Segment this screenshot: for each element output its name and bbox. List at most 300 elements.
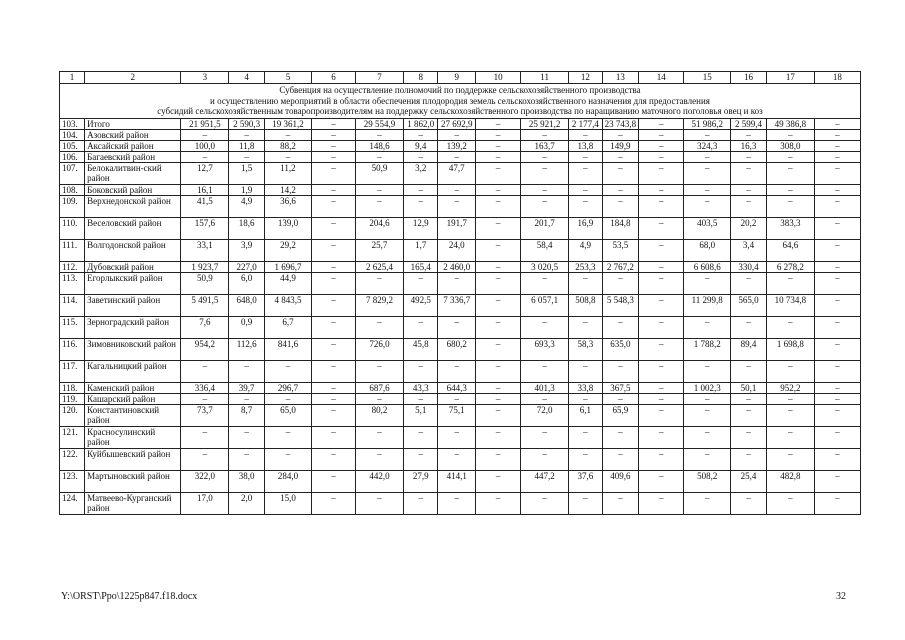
row-number: 115. xyxy=(60,316,85,338)
value-cell: – xyxy=(355,129,403,140)
value-cell: – xyxy=(476,217,521,239)
value-cell: – xyxy=(311,470,355,492)
value-cell: – xyxy=(731,316,767,338)
value-cell: – xyxy=(684,272,731,294)
row-number: 111. xyxy=(60,239,85,261)
value-cell: 25,4 xyxy=(731,470,767,492)
district-name: Азовский район xyxy=(85,129,181,140)
value-cell: 16,3 xyxy=(731,140,767,151)
value-cell: – xyxy=(476,118,521,129)
row-number: 116. xyxy=(60,338,85,360)
district-name: Верхнедонской район xyxy=(85,195,181,217)
value-cell: – xyxy=(438,426,476,448)
value-cell: – xyxy=(766,448,814,470)
value-cell: – xyxy=(639,162,684,184)
value-cell: 10 734,8 xyxy=(766,294,814,316)
value-cell: – xyxy=(229,360,265,382)
value-cell: 308,0 xyxy=(766,140,814,151)
table-row xyxy=(60,140,861,151)
value-cell: – xyxy=(476,272,521,294)
value-cell: – xyxy=(569,492,602,514)
district-name: Зерноградский район xyxy=(85,316,181,338)
value-cell: 2 590,3 xyxy=(229,118,265,129)
value-cell: 51 986,2 xyxy=(684,118,731,129)
value-cell: – xyxy=(229,448,265,470)
value-cell: – xyxy=(814,118,860,129)
value-cell: – xyxy=(639,426,684,448)
value-cell: – xyxy=(814,492,860,514)
value-cell: – xyxy=(438,272,476,294)
value-cell: – xyxy=(569,162,602,184)
value-cell: – xyxy=(438,393,476,404)
value-cell: – xyxy=(311,239,355,261)
value-cell: – xyxy=(814,360,860,382)
value-cell: 693,3 xyxy=(521,338,569,360)
value-cell: – xyxy=(521,184,569,195)
table-row xyxy=(60,338,861,360)
table-row xyxy=(60,294,861,316)
page-number: 32 xyxy=(836,591,846,602)
row-number: 106. xyxy=(60,151,85,162)
column-number: 7 xyxy=(355,72,403,84)
table-row xyxy=(60,195,861,217)
value-cell: – xyxy=(229,393,265,404)
value-cell: – xyxy=(766,129,814,140)
value-cell: – xyxy=(766,492,814,514)
caption-line-2: и осуществлению мероприятий в области обеспечения плодородия земель сельскохозяйственного назначения для предоставления xyxy=(210,95,710,106)
column-number: 9 xyxy=(438,72,476,84)
value-cell: 447,2 xyxy=(521,470,569,492)
district-name: Белокалитвин-ский район xyxy=(85,162,181,184)
value-cell: – xyxy=(602,195,639,217)
value-cell: – xyxy=(181,426,229,448)
value-cell: – xyxy=(521,393,569,404)
value-cell: – xyxy=(731,129,767,140)
value-cell: – xyxy=(684,492,731,514)
value-cell: 100,0 xyxy=(181,140,229,151)
value-cell: – xyxy=(766,184,814,195)
table-row xyxy=(60,393,861,404)
table-row xyxy=(60,129,861,140)
district-name: Веселовский район xyxy=(85,217,181,239)
value-cell: 37,6 xyxy=(569,470,602,492)
value-cell: – xyxy=(569,129,602,140)
value-cell: – xyxy=(311,294,355,316)
value-cell: – xyxy=(766,162,814,184)
value-cell: 39,7 xyxy=(229,382,265,393)
value-cell: 1 788,2 xyxy=(684,338,731,360)
caption-line-3: субсидий сельскохозяйственным товаропроизводителям на поддержку сельскохозяйственного производства по наращиванию маточного поголовья овец и коз xyxy=(157,106,763,116)
value-cell: 27,9 xyxy=(403,470,438,492)
value-cell: – xyxy=(403,195,438,217)
value-cell: – xyxy=(814,162,860,184)
value-cell: 296,7 xyxy=(264,382,311,393)
value-cell: – xyxy=(569,272,602,294)
value-cell: 64,6 xyxy=(766,239,814,261)
value-cell: – xyxy=(684,426,731,448)
value-cell: – xyxy=(814,140,860,151)
value-cell: 644,3 xyxy=(438,382,476,393)
value-cell: 482,8 xyxy=(766,470,814,492)
value-cell: – xyxy=(355,393,403,404)
value-cell: 191,7 xyxy=(438,217,476,239)
value-cell: 33,8 xyxy=(569,382,602,393)
value-cell: – xyxy=(264,448,311,470)
value-cell: – xyxy=(766,360,814,382)
value-cell: 2 177,4 xyxy=(569,118,602,129)
value-cell: 68,0 xyxy=(684,239,731,261)
district-name: Кашарский район xyxy=(85,393,181,404)
value-cell: 2,0 xyxy=(229,492,265,514)
value-cell: – xyxy=(311,393,355,404)
value-cell: 367,5 xyxy=(602,382,639,393)
value-cell: – xyxy=(684,184,731,195)
value-cell: 3,4 xyxy=(731,239,767,261)
value-cell: 19 361,2 xyxy=(264,118,311,129)
value-cell: 36,6 xyxy=(264,195,311,217)
value-cell: 6,7 xyxy=(264,316,311,338)
value-cell: – xyxy=(311,360,355,382)
value-cell: – xyxy=(181,448,229,470)
value-cell: 38,0 xyxy=(229,470,265,492)
value-cell: 5,1 xyxy=(403,404,438,426)
value-cell: – xyxy=(814,272,860,294)
value-cell: – xyxy=(311,162,355,184)
row-number: 104. xyxy=(60,129,85,140)
value-cell: – xyxy=(766,426,814,448)
value-cell: – xyxy=(684,448,731,470)
value-cell: – xyxy=(476,426,521,448)
district-name: Дубовский район xyxy=(85,261,181,272)
value-cell: 7 336,7 xyxy=(438,294,476,316)
value-cell: 954,2 xyxy=(181,338,229,360)
column-number: 6 xyxy=(311,72,355,84)
row-number: 110. xyxy=(60,217,85,239)
value-cell: 165,4 xyxy=(403,261,438,272)
value-cell: – xyxy=(476,338,521,360)
value-cell: 49 386,8 xyxy=(766,118,814,129)
value-cell: – xyxy=(639,140,684,151)
value-cell: 8,7 xyxy=(229,404,265,426)
value-cell: – xyxy=(602,360,639,382)
value-cell: – xyxy=(229,426,265,448)
value-cell: – xyxy=(355,426,403,448)
value-cell: – xyxy=(438,151,476,162)
table-row xyxy=(60,184,861,195)
value-cell: – xyxy=(602,272,639,294)
value-cell: 27 692,9 xyxy=(438,118,476,129)
value-cell: – xyxy=(766,272,814,294)
value-cell: 25 921,2 xyxy=(521,118,569,129)
value-cell: – xyxy=(814,338,860,360)
value-cell: 16,9 xyxy=(569,217,602,239)
value-cell: 6,0 xyxy=(229,272,265,294)
value-cell: 149,9 xyxy=(602,140,639,151)
value-cell: – xyxy=(476,129,521,140)
value-cell: – xyxy=(569,184,602,195)
value-cell: 65,9 xyxy=(602,404,639,426)
value-cell: – xyxy=(521,162,569,184)
value-cell: – xyxy=(731,393,767,404)
value-cell: 21 951,5 xyxy=(181,118,229,129)
value-cell: 89,4 xyxy=(731,338,767,360)
value-cell: 88,2 xyxy=(264,140,311,151)
value-cell: – xyxy=(476,195,521,217)
district-name: Матвеево-Курганский район xyxy=(85,492,181,514)
value-cell: – xyxy=(766,151,814,162)
value-cell: – xyxy=(355,272,403,294)
value-cell: 3 020,5 xyxy=(521,261,569,272)
value-cell: – xyxy=(476,393,521,404)
value-cell: 6,1 xyxy=(569,404,602,426)
value-cell: – xyxy=(639,382,684,393)
value-cell: – xyxy=(355,448,403,470)
value-cell: 58,3 xyxy=(569,338,602,360)
district-name: Итого xyxy=(85,118,181,129)
value-cell: – xyxy=(639,393,684,404)
value-cell: – xyxy=(403,129,438,140)
value-cell: 322,0 xyxy=(181,470,229,492)
value-cell: – xyxy=(602,184,639,195)
value-cell: 508,2 xyxy=(684,470,731,492)
value-cell: – xyxy=(521,360,569,382)
value-cell: 253,3 xyxy=(569,261,602,272)
value-cell: – xyxy=(639,217,684,239)
value-cell: – xyxy=(476,239,521,261)
table-body xyxy=(60,72,861,515)
value-cell: 1 698,8 xyxy=(766,338,814,360)
value-cell: 3,9 xyxy=(229,239,265,261)
row-number: 121. xyxy=(60,426,85,448)
value-cell: – xyxy=(476,316,521,338)
column-number: 5 xyxy=(264,72,311,84)
value-cell: 29 554,9 xyxy=(355,118,403,129)
value-cell: 409,6 xyxy=(602,470,639,492)
row-number: 108. xyxy=(60,184,85,195)
value-cell: 7 829,2 xyxy=(355,294,403,316)
row-number: 113. xyxy=(60,272,85,294)
value-cell: 75,1 xyxy=(438,404,476,426)
value-cell: 13,8 xyxy=(569,140,602,151)
column-number: 13 xyxy=(602,72,639,84)
value-cell: – xyxy=(731,360,767,382)
value-cell: – xyxy=(731,195,767,217)
table-row xyxy=(60,470,861,492)
value-cell: 336,4 xyxy=(181,382,229,393)
value-cell: – xyxy=(731,272,767,294)
value-cell: – xyxy=(569,195,602,217)
value-cell: 1,9 xyxy=(229,184,265,195)
table-row xyxy=(60,404,861,426)
value-cell: – xyxy=(602,492,639,514)
value-cell: – xyxy=(229,151,265,162)
value-cell: – xyxy=(311,426,355,448)
column-number: 17 xyxy=(766,72,814,84)
value-cell: 401,3 xyxy=(521,382,569,393)
subsidy-table xyxy=(59,71,861,515)
value-cell: – xyxy=(814,261,860,272)
value-cell: – xyxy=(639,118,684,129)
value-cell: 12,7 xyxy=(181,162,229,184)
column-number-row xyxy=(60,72,861,84)
value-cell: – xyxy=(476,162,521,184)
column-number: 3 xyxy=(181,72,229,84)
value-cell: – xyxy=(814,448,860,470)
value-cell: – xyxy=(639,294,684,316)
value-cell: 29,2 xyxy=(264,239,311,261)
table-row xyxy=(60,426,861,448)
value-cell: – xyxy=(814,184,860,195)
row-number: 114. xyxy=(60,294,85,316)
value-cell: – xyxy=(814,393,860,404)
value-cell: 50,9 xyxy=(355,162,403,184)
column-number: 4 xyxy=(229,72,265,84)
value-cell: 284,0 xyxy=(264,470,311,492)
district-name: Багаевский район xyxy=(85,151,181,162)
value-cell: – xyxy=(181,151,229,162)
value-cell: 5 491,5 xyxy=(181,294,229,316)
value-cell: 24,0 xyxy=(438,239,476,261)
value-cell: – xyxy=(438,195,476,217)
value-cell: – xyxy=(684,393,731,404)
value-cell: 139,0 xyxy=(264,217,311,239)
value-cell: 330,4 xyxy=(731,261,767,272)
value-cell: 648,0 xyxy=(229,294,265,316)
value-cell: – xyxy=(814,217,860,239)
value-cell: – xyxy=(355,492,403,514)
table-row xyxy=(60,261,861,272)
table-row xyxy=(60,118,861,129)
column-number: 8 xyxy=(403,72,438,84)
value-cell: 492,5 xyxy=(403,294,438,316)
district-name: Зимовниковский район xyxy=(85,338,181,360)
value-cell: – xyxy=(311,338,355,360)
value-cell: 157,6 xyxy=(181,217,229,239)
value-cell: – xyxy=(229,129,265,140)
value-cell: – xyxy=(181,393,229,404)
table-row xyxy=(60,360,861,382)
value-cell: 2 460,0 xyxy=(438,261,476,272)
value-cell: – xyxy=(814,294,860,316)
value-cell: – xyxy=(602,316,639,338)
value-cell: – xyxy=(521,448,569,470)
value-cell: 148,6 xyxy=(355,140,403,151)
value-cell: – xyxy=(639,448,684,470)
value-cell: 680,2 xyxy=(438,338,476,360)
value-cell: – xyxy=(684,316,731,338)
value-cell: – xyxy=(264,151,311,162)
value-cell: 3,2 xyxy=(403,162,438,184)
value-cell: – xyxy=(355,360,403,382)
column-number: 10 xyxy=(476,72,521,84)
value-cell: – xyxy=(639,272,684,294)
value-cell: – xyxy=(639,360,684,382)
footer-file-path: Y:\ORST\Ppo\1225p847.f18.docx xyxy=(61,591,198,602)
value-cell: – xyxy=(438,184,476,195)
value-cell: – xyxy=(766,316,814,338)
value-cell: – xyxy=(476,382,521,393)
value-cell: – xyxy=(311,448,355,470)
value-cell: 508,8 xyxy=(569,294,602,316)
value-cell: 6 278,2 xyxy=(766,261,814,272)
value-cell: – xyxy=(684,151,731,162)
value-cell: 201,7 xyxy=(521,217,569,239)
value-cell: – xyxy=(602,393,639,404)
value-cell: 11 299,8 xyxy=(684,294,731,316)
value-cell: – xyxy=(684,360,731,382)
value-cell: – xyxy=(684,195,731,217)
value-cell: – xyxy=(766,404,814,426)
value-cell: – xyxy=(569,393,602,404)
value-cell: – xyxy=(569,426,602,448)
value-cell: – xyxy=(311,382,355,393)
value-cell: – xyxy=(814,470,860,492)
value-cell: 565,0 xyxy=(731,294,767,316)
value-cell: – xyxy=(355,316,403,338)
value-cell: 41,5 xyxy=(181,195,229,217)
value-cell: – xyxy=(311,316,355,338)
value-cell: 184,8 xyxy=(602,217,639,239)
value-cell: 2 767,2 xyxy=(602,261,639,272)
value-cell: 403,5 xyxy=(684,217,731,239)
value-cell: 7,6 xyxy=(181,316,229,338)
value-cell: – xyxy=(814,129,860,140)
value-cell: – xyxy=(731,184,767,195)
value-cell: 50,9 xyxy=(181,272,229,294)
value-cell: – xyxy=(181,129,229,140)
value-cell: 65,0 xyxy=(264,404,311,426)
value-cell: – xyxy=(569,360,602,382)
value-cell: – xyxy=(438,316,476,338)
table-row xyxy=(60,316,861,338)
row-number: 118. xyxy=(60,382,85,393)
district-name: Кагальницкий район xyxy=(85,360,181,382)
district-name: Боковский район xyxy=(85,184,181,195)
value-cell: – xyxy=(814,404,860,426)
table-row xyxy=(60,151,861,162)
district-name: Аксайский район xyxy=(85,140,181,151)
value-cell: – xyxy=(476,404,521,426)
district-name: Куйбышевский район xyxy=(85,448,181,470)
value-cell: 11,8 xyxy=(229,140,265,151)
value-cell: – xyxy=(311,129,355,140)
value-cell: 58,4 xyxy=(521,239,569,261)
value-cell: 45,8 xyxy=(403,338,438,360)
value-cell: 1 923,7 xyxy=(181,261,229,272)
column-number: 18 xyxy=(814,72,860,84)
value-cell: 73,7 xyxy=(181,404,229,426)
value-cell: 2 599,4 xyxy=(731,118,767,129)
value-cell: – xyxy=(602,426,639,448)
value-cell: – xyxy=(264,426,311,448)
value-cell: – xyxy=(521,151,569,162)
value-cell: – xyxy=(311,151,355,162)
value-cell: – xyxy=(403,448,438,470)
table-row xyxy=(60,382,861,393)
table-row xyxy=(60,272,861,294)
value-cell: – xyxy=(602,162,639,184)
value-cell: 1,7 xyxy=(403,239,438,261)
value-cell: 442,0 xyxy=(355,470,403,492)
value-cell: 4 843,5 xyxy=(264,294,311,316)
value-cell: – xyxy=(602,151,639,162)
column-number: 14 xyxy=(639,72,684,84)
value-cell: – xyxy=(684,162,731,184)
value-cell: 72,0 xyxy=(521,404,569,426)
value-cell: – xyxy=(639,184,684,195)
value-cell: – xyxy=(403,272,438,294)
value-cell: – xyxy=(311,492,355,514)
